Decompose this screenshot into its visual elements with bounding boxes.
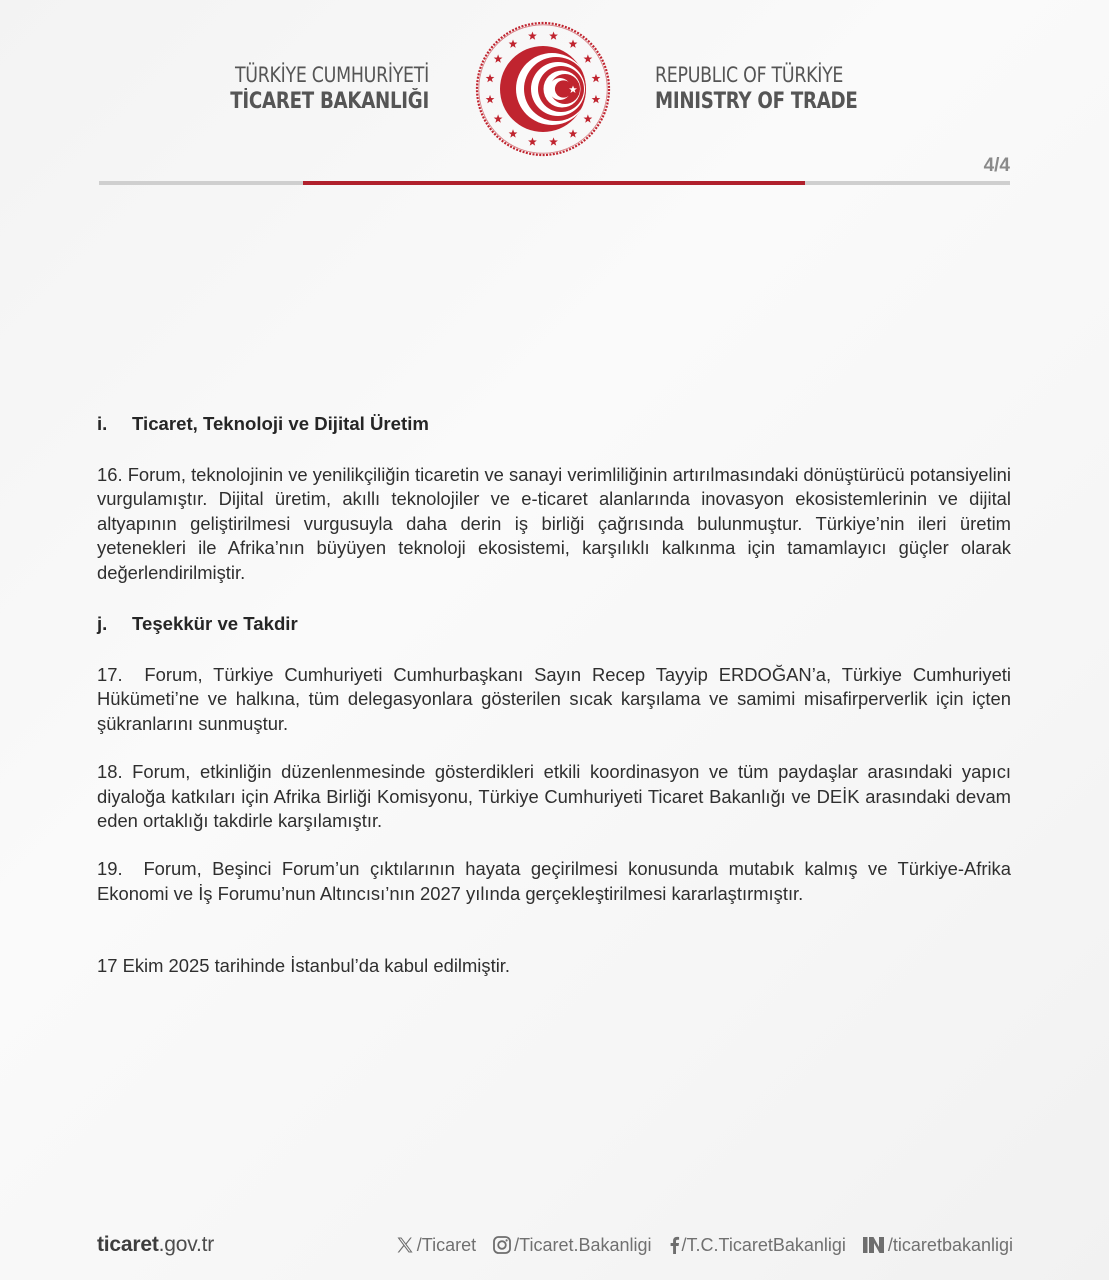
section-title: Teşekkür ve Takdir bbox=[132, 612, 298, 634]
section-letter: j. bbox=[97, 612, 108, 634]
letterhead-republic-tr: TÜRKİYE CUMHURİYETİ bbox=[234, 63, 429, 87]
header-divider bbox=[99, 181, 1010, 185]
social-handle: /ticaretbakanligi bbox=[887, 1234, 1013, 1255]
emblem-star bbox=[549, 31, 558, 39]
social-handle: /Ticaret.Bakanligi bbox=[514, 1234, 652, 1255]
social-link-instagram[interactable] bbox=[492, 1235, 651, 1256]
nsosyal-icon bbox=[862, 1235, 886, 1255]
social-link-x[interactable] bbox=[395, 1235, 476, 1256]
emblem-star bbox=[592, 74, 601, 82]
emblem-star bbox=[494, 54, 503, 62]
section-heading bbox=[97, 410, 1011, 438]
emblem-star bbox=[509, 129, 518, 137]
emblem-star bbox=[486, 95, 495, 103]
adoption-statement: 17 Ekim 2025 tarihinde İstanbul’da kabul edilmiştir. bbox=[97, 955, 510, 977]
paragraph-17 bbox=[97, 663, 1011, 736]
letterhead bbox=[0, 0, 1109, 200]
paragraph-text: Forum, Beşinci Forum’un çıktılarının hayata geçirilmesi konusunda mutabık kalmış ve Türkiye-Afrika Ekonomi ve İş Forumu’nun Altıncısı’nın 2027 yılında gerçekleştirilmesi kararlaştırmıştır. bbox=[97, 858, 1011, 904]
x-icon bbox=[395, 1235, 415, 1255]
paragraph-19 bbox=[97, 857, 1011, 906]
website-domain-bold: ticaret bbox=[97, 1233, 159, 1256]
social-links bbox=[395, 1235, 1013, 1256]
letterhead-ministry-en: MINISTRY OF TRADE bbox=[655, 89, 858, 114]
emblem-star bbox=[528, 31, 537, 39]
section-title: Ticaret, Teknoloji ve Dijital Üretim bbox=[132, 412, 429, 434]
paragraph-number: 16. bbox=[97, 464, 123, 485]
emblem-star bbox=[592, 95, 601, 103]
letterhead-title-turkish bbox=[213, 62, 429, 116]
emblem-star bbox=[569, 129, 578, 137]
social-link-nsosyal[interactable] bbox=[862, 1235, 1013, 1256]
letterhead-title-english bbox=[655, 62, 875, 116]
paragraph-text: Forum, teknolojinin ve yenilikçiliğin ticaretin ve sanayi verimliliğinin artırılmasındaki dönüştürücü potansiyelini vurgulamıştır. Dijital üretim, akıllı teknolojiler ve e-ticaret alanlarında inovasyon ekosistemlerinin ve dijital altyapının geliştirilmesi vurgusuyla daha derin iş birliği çağrısında bulunmuştur. Türkiye’nin ileri üretim yetenekleri ile Afrika’nın büyüyen teknoloji ekosistemi, karşılıklı kalkınma için tamamlayıcı güçler olarak değerlendirilmiştir. bbox=[97, 464, 1011, 583]
header-divider-accent bbox=[303, 181, 805, 185]
social-handle: /Ticaret bbox=[416, 1234, 477, 1255]
paragraph-16 bbox=[97, 463, 1011, 585]
emblem-star bbox=[528, 137, 537, 145]
paragraph-number: 17. bbox=[97, 664, 123, 686]
letterhead-republic-en: REPUBLIC OF TÜRKİYE bbox=[655, 63, 844, 87]
website-link[interactable] bbox=[97, 1233, 214, 1257]
paragraph-text: Forum, Türkiye Cumhuriyeti Cumhurbaşkanı Sayın Recep Tayyip ERDOĞAN’a, Türkiye Cumhuriyeti Hükümeti’ne ve halkına, tüm delegasyonlara gösterilen sıcak karşılama ve samimi misafirperverlik için içten şükranlarını sunmuştur. bbox=[97, 664, 1011, 734]
website-domain-rest: .gov.tr bbox=[158, 1233, 215, 1256]
letterhead-ministry-tr: TİCARET BAKANLIĞI bbox=[230, 89, 429, 114]
social-link-facebook[interactable] bbox=[668, 1235, 846, 1256]
paragraph-number: 19. bbox=[97, 858, 123, 880]
ministry-emblem-icon bbox=[474, 20, 612, 158]
paragraph-18 bbox=[97, 760, 1011, 833]
social-handle: /T.C.TicaretBakanligi bbox=[681, 1234, 846, 1255]
emblem-star bbox=[486, 74, 495, 82]
facebook-icon bbox=[668, 1235, 680, 1255]
emblem-star bbox=[569, 40, 578, 48]
section-letter: i. bbox=[97, 412, 108, 434]
instagram-icon bbox=[492, 1235, 512, 1255]
emblem-star bbox=[584, 114, 593, 122]
page-counter: 4/4 bbox=[983, 155, 1010, 176]
paragraph-text: Forum, etkinliğin düzenlenmesinde gösterdikleri etkili koordinasyon ve tüm paydaşlar arasındaki yapıcı diyaloğa katkıları için Afrika Birliği Komisyonu, Türkiye Cumhuriyeti Ticaret Bakanlığı ve DEİK arasındaki devam eden ortaklığı takdirle karşılamıştır. bbox=[97, 761, 1011, 832]
document-body bbox=[97, 410, 1011, 979]
emblem-star bbox=[549, 137, 558, 145]
paragraph-number: 18. bbox=[97, 761, 123, 783]
emblem-star bbox=[584, 54, 593, 62]
emblem-star bbox=[509, 40, 518, 48]
emblem-star bbox=[494, 114, 503, 122]
footer bbox=[97, 1230, 1013, 1260]
section-heading bbox=[97, 610, 1011, 638]
